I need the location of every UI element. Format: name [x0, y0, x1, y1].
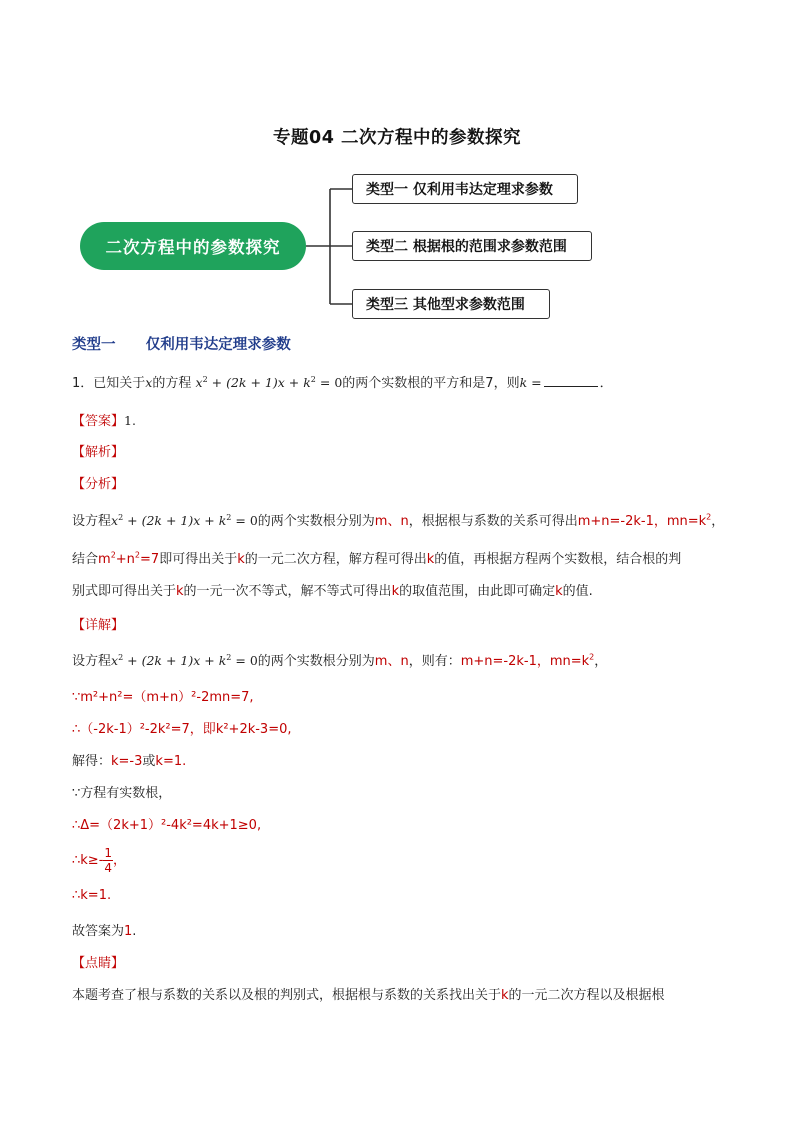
detail-line-5: ∵方程有实数根， [72, 786, 172, 801]
fenxi-line-3: 别式即可得出关于k的一元一次不等式，解不等式可得出k的取值范围，由此即可确定k的值. [72, 584, 593, 599]
detail-line-1: 设方程$x^2 + (2k + 1)x + k^2 = 0$的两个实数根分别为m、n，则有：m+n=-2k-1，$mn=k^2$， [72, 652, 608, 669]
answer-line: 【答案】1. [72, 413, 136, 429]
mindmap-branch-1: 类型一 仅利用韦达定理求参数 [352, 174, 578, 204]
dianjing-line: 本题考查了根与系数的关系以及根的判别式，根据根与系数的关系找出关于k的一元二次方程以及根据根 [72, 988, 665, 1003]
mindmap-root: 二次方程中的参数探究 [80, 222, 306, 270]
fenxi-line-1: 设方程$x^2 + (2k + 1)x + k^2 = 0$的两个实数根分别为m、n，根据根与系数的关系可得出m+n=-2k-1，$mn=k^2$， [72, 512, 725, 529]
answer-blank [544, 374, 598, 387]
detail-line-6: ∴Δ=（2k+1）²-4k²=4k+1≥0, [72, 818, 262, 833]
question-line: 1．已知关于x的方程 $x^2 + (2k + 1)x + k^2 = 0$的两个实数根的平方和是7，则k = ． [72, 374, 613, 391]
detail-line-7: ∴k≥- $\frac{1}{4}$ ， [72, 846, 127, 875]
section-heading: 类型一 仅利用韦达定理求参数 [72, 337, 291, 353]
detail-line-2: ∵m²+n²=（m+n）²-2mn=7, [72, 690, 254, 705]
equation: $x^2 + (2k + 1)x + k^2 = 0$ [195, 374, 343, 390]
fenxi-line-2: 结合$m^2+n^2=7$即可得出关于k的一元二次方程，解方程可得出k的值，再根据方程两个实数根，结合根的判 [72, 550, 682, 567]
question-number: 1． [72, 376, 94, 391]
detail-line-9: 故答案为1. [72, 924, 137, 939]
analysis-tag: 【解析】 [72, 445, 125, 460]
fenxi-tag: 【分析】 [72, 477, 125, 492]
detail-tag: 【详解】 [72, 618, 125, 633]
detail-line-3: ∴（-2k-1）²-2k²=7，即k²+2k-3=0, [72, 722, 292, 737]
mindmap-branch-2: 类型二 根据根的范围求参数范围 [352, 231, 592, 261]
detail-line-4: 解得：k=-3或k=1. [72, 754, 187, 769]
mindmap-branch-3: 类型三 其他型求参数范围 [352, 289, 550, 319]
fraction: $\frac{1}{4}$ [104, 846, 113, 875]
dianjing-tag: 【点睛】 [72, 956, 125, 971]
detail-line-8: ∴k=1. [72, 888, 112, 903]
page-title: 专题04 二次方程中的参数探究 [273, 128, 521, 148]
